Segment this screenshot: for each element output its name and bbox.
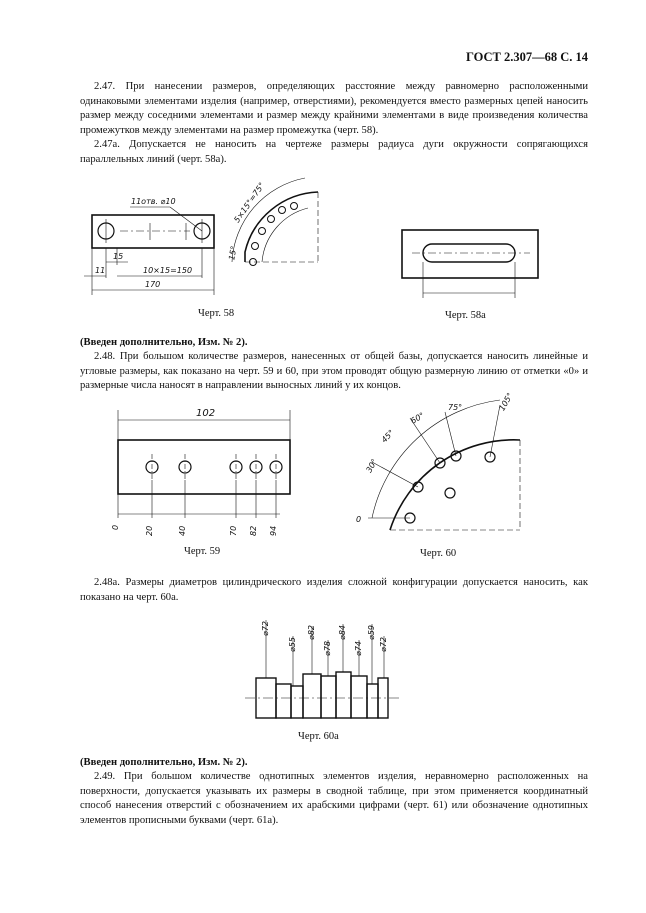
amendment-note-1: (Введен дополнительно, Изм. № 2). bbox=[80, 337, 248, 348]
angle-105: 105° bbox=[497, 391, 515, 413]
dia-84: ⌀84 bbox=[338, 625, 347, 640]
caption-fig-58a: Черт. 58а bbox=[445, 310, 486, 321]
dia-78: ⌀78 bbox=[323, 641, 332, 656]
caption-fig-58: Черт. 58 bbox=[198, 308, 235, 319]
dim-15-label: 15 bbox=[113, 252, 124, 261]
angle-30: 30° bbox=[364, 457, 380, 475]
fig60-holes bbox=[405, 451, 495, 523]
paragraph-2-47: 2.47. При нанесении размеров, определяющих расстояние между равномерно расположенными одинаковыми элементами изделия (например, отверстиями), рекомендуется вместо размерных цепей наносить размер между соседними элементами и размер между крайними элементами в виде произведения количества промежутков между элементами на размер промежутка (черт. 58). bbox=[80, 81, 588, 136]
tick-94: 94 bbox=[269, 525, 278, 536]
fig59-holes bbox=[146, 461, 282, 473]
angle-75: 75° bbox=[448, 403, 463, 412]
tick-70: 70 bbox=[229, 525, 238, 536]
dia-82: ⌀82 bbox=[307, 625, 316, 640]
dia-74: ⌀74 bbox=[354, 641, 363, 656]
page-header: ГОСТ 2.307—68 С. 14 bbox=[465, 50, 588, 64]
caption-fig-59: Черт. 59 bbox=[184, 546, 221, 557]
fig58-holes bbox=[250, 203, 298, 266]
dim-11-label: 11 bbox=[95, 266, 106, 275]
figure-59 bbox=[111, 408, 290, 536]
dim-102-label: 102 bbox=[196, 408, 216, 419]
figure-58a bbox=[402, 230, 538, 298]
dia-55: ⌀55 bbox=[288, 637, 297, 652]
angle-chain-label: 5×15°=75° bbox=[232, 180, 267, 225]
dim-chain-label: 10×15=150 bbox=[143, 266, 193, 275]
tick-40: 40 bbox=[178, 525, 187, 536]
amendment-note-2: (Введен дополнительно, Изм. № 2). bbox=[80, 757, 248, 768]
dia-72-a: ⌀72 bbox=[261, 621, 270, 636]
dia-59: ⌀59 bbox=[367, 625, 376, 640]
paragraph-2-47a: 2.47а. Допускается не наносить на чертеже размеры радиуса дуги окружности сопрягающихся параллельных линий (черт. 58а). bbox=[80, 139, 588, 165]
angle-45: 45° bbox=[379, 428, 397, 445]
caption-fig-60: Черт. 60 bbox=[420, 548, 457, 559]
dim-170-label: 170 bbox=[145, 280, 161, 289]
figure-60 bbox=[356, 391, 520, 530]
tick-82: 82 bbox=[249, 525, 258, 536]
caption-fig-60a: Черт. 60а bbox=[298, 731, 339, 742]
angle-60: 60° bbox=[409, 410, 426, 426]
holes-label: 11отв. ⌀10 bbox=[131, 197, 176, 206]
figure-58 bbox=[84, 178, 318, 295]
tick-0: 0 bbox=[111, 524, 120, 530]
tick-20: 20 bbox=[145, 525, 154, 536]
angle-0: 0 bbox=[356, 515, 362, 524]
dia-72-b: ⌀72 bbox=[379, 637, 388, 652]
angle-small-label: 15° bbox=[227, 245, 239, 261]
paragraph-2-48a: 2.48а. Размеры диаметров цилиндрического изделия сложной конфигурации допускается наносить, как показано на черт. 60а. bbox=[80, 577, 588, 603]
paragraph-2-48: 2.48. При большом количестве размеров, нанесенных от общей базы, допускается наносить линейные и угловые размеры, как показано на черт. 59 и 60, при этом проводят общую размерную линию от отметки «0» и размерные числа наносят в направлении выносных линий у их концов. bbox=[80, 351, 588, 391]
figure-60a bbox=[245, 620, 400, 718]
paragraph-2-49: 2.49. При большом количестве однотипных элементов изделия, неравномерно расположенных на поверхности, допускается указывать их размеры в сводной таблице, при этом применяется координатный способ нанесения отверстий с обозначением их арабскими цифрами (черт. 61) или обозначение однотипных элементов прописными буквами (черт. 61а). bbox=[80, 771, 588, 826]
